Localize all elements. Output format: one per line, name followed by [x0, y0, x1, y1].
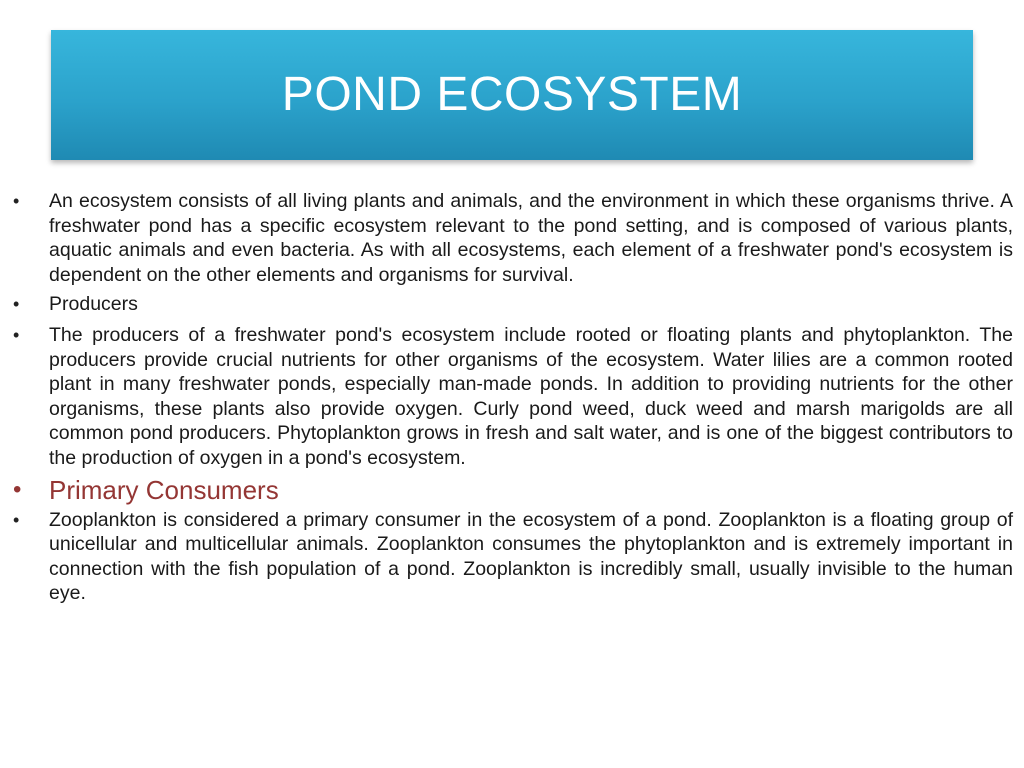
bullet-icon: •	[13, 191, 20, 211]
bullet-icon: •	[13, 324, 20, 345]
title-banner	[51, 30, 973, 160]
bullet-text: The producers of a freshwater pond's ecosystem include rooted or floating plants and phytoplankton. The producers provide crucial nutrients for other organisms of the ecosystem. Water lilies are a common rooted plant in many freshwater ponds, especially man-made ponds. In addition to providing nutrients for the other organisms, these plants also provide oxygen. Curly pond weed, duck weed and marsh marigolds are all common pond producers. Phytoplankton grows in fresh and salt water, and is one of the biggest contributors to the production of oxygen in a pond's ecosystem.	[49, 323, 1013, 469]
slide-title: POND ECOSYSTEM	[281, 67, 743, 121]
bullet-item-zooplankton-description	[10, 508, 1013, 606]
bullet-text: An ecosystem consists of all living plants and animals, and the environment in which these organisms thrive. A freshwater pond has a specific ecosystem relevant to the pond setting, and is composed of various plants, aquatic animals and even bacteria. As with all ecosystems, each element of a freshwater pond's ecosystem is dependent on the other elements and organisms for survival.	[49, 190, 1013, 286]
section-heading: Primary Consumers	[49, 474, 279, 505]
bullet-list	[10, 189, 1013, 606]
bullet-icon: •	[13, 475, 22, 503]
bullet-text: Zooplankton is considered a primary consumer in the ecosystem of a pond. Zooplankton is a floating group of unicellular and multicellular animals. Zooplankton consumes the phytoplankton and is extremely important in connection with the fish population of a pond. Zooplankton is incredibly small, usually invisible to the human eye.	[49, 508, 1013, 605]
bullet-icon: •	[13, 294, 20, 315]
bullet-text: Producers	[49, 293, 138, 316]
bullet-icon: •	[13, 509, 20, 530]
bullet-item-producers-description	[10, 323, 1013, 471]
bullet-item-primary-consumers-heading	[10, 474, 1013, 506]
bullet-item-ecosystem-intro	[10, 189, 1013, 287]
bullet-item-producers-heading	[10, 292, 1013, 317]
